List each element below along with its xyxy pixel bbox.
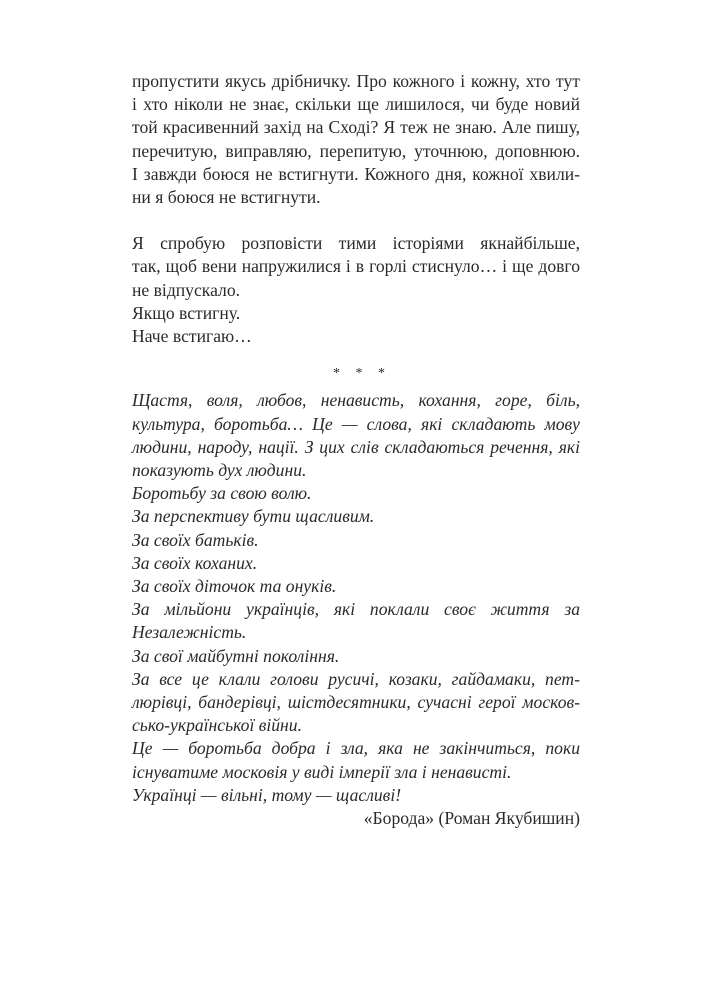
text-line: перечитую, виправляю, перепитую, уточнюю, доповнюю. [132,140,580,161]
quote-block [132,389,580,830]
text-line: Щастя, воля, любов, ненависть, кохання, горе, біль, [132,390,580,411]
text-line: показують дух людини. [132,460,307,481]
quote-paragraph-millions [132,598,580,644]
text-line: люрівці, бандерівці, шістдесятники, сучасні герої москов- [132,692,580,713]
text-line: Незалежність. [132,622,247,643]
paragraph-gap [132,209,580,232]
quote-line: За свої майбутні покоління. [132,645,340,666]
quote-paragraph-1 [132,389,580,482]
quote-paragraph-heads [132,668,580,738]
text-line: людини, народу, нації. З цих слів складаються речення, які [132,436,580,457]
prose-paragraph-1 [132,70,580,209]
prose-line-seems: Наче встигаю… [132,326,252,347]
prose-line-if: Якщо встигну. [132,302,241,323]
text-line: За все це клали голови русичі, козаки, гайдамаки, пет- [132,668,580,689]
prose-paragraph-2 [132,232,580,302]
quote-paragraph-struggle [132,737,580,783]
quote-line: Українці — вільні, тому — щасливі! [132,784,402,805]
text-line: той красивенний захід на Сході? Я теж не знаю. Але пишу, [132,117,580,138]
text-line: сько-української війни. [132,715,302,736]
quote-signature: «Борода» (Роман Якубишин) [363,808,580,829]
quote-line: За перспективу бути щасливим. [132,506,375,527]
quote-line: За своїх коханих. [132,552,258,573]
text-line: культура, боротьба… Це — слова, які складають мову [132,413,580,434]
section-separator: * * * [333,366,391,382]
text-line: ни я боюся не встигнути. [132,187,321,208]
quote-line: За своїх діточок та онуків. [132,576,337,597]
text-line: і хто ніколи не знає, скільки ще лишилося, чи буде новий [132,94,580,115]
quote-line: За своїх батьків. [132,529,259,550]
text-line: І завжди боюся не встигнути. Кожного дня, кожної хвили- [132,163,580,184]
text-line: Це — боротьба добра і зла, яка не закінчиться, поки [132,738,580,759]
quote-line: Боротьбу за свою волю. [132,483,312,504]
text-line: пропустити якусь дрібничку. Про кожного і кожну, хто тут [132,71,580,91]
book-page [132,70,580,830]
text-line: так, щоб вени напружилися і в горлі стиснуло… і ще довго [132,256,580,277]
text-line: не відпускало. [132,279,241,300]
text-line: існуватиме московія у виді імперії зла і ненависті. [132,761,512,782]
text-line: Я спробую розповісти тими історіями якнайбільше, [132,233,580,254]
text-line: За мільйони українців, які поклали своє життя за [132,599,580,620]
